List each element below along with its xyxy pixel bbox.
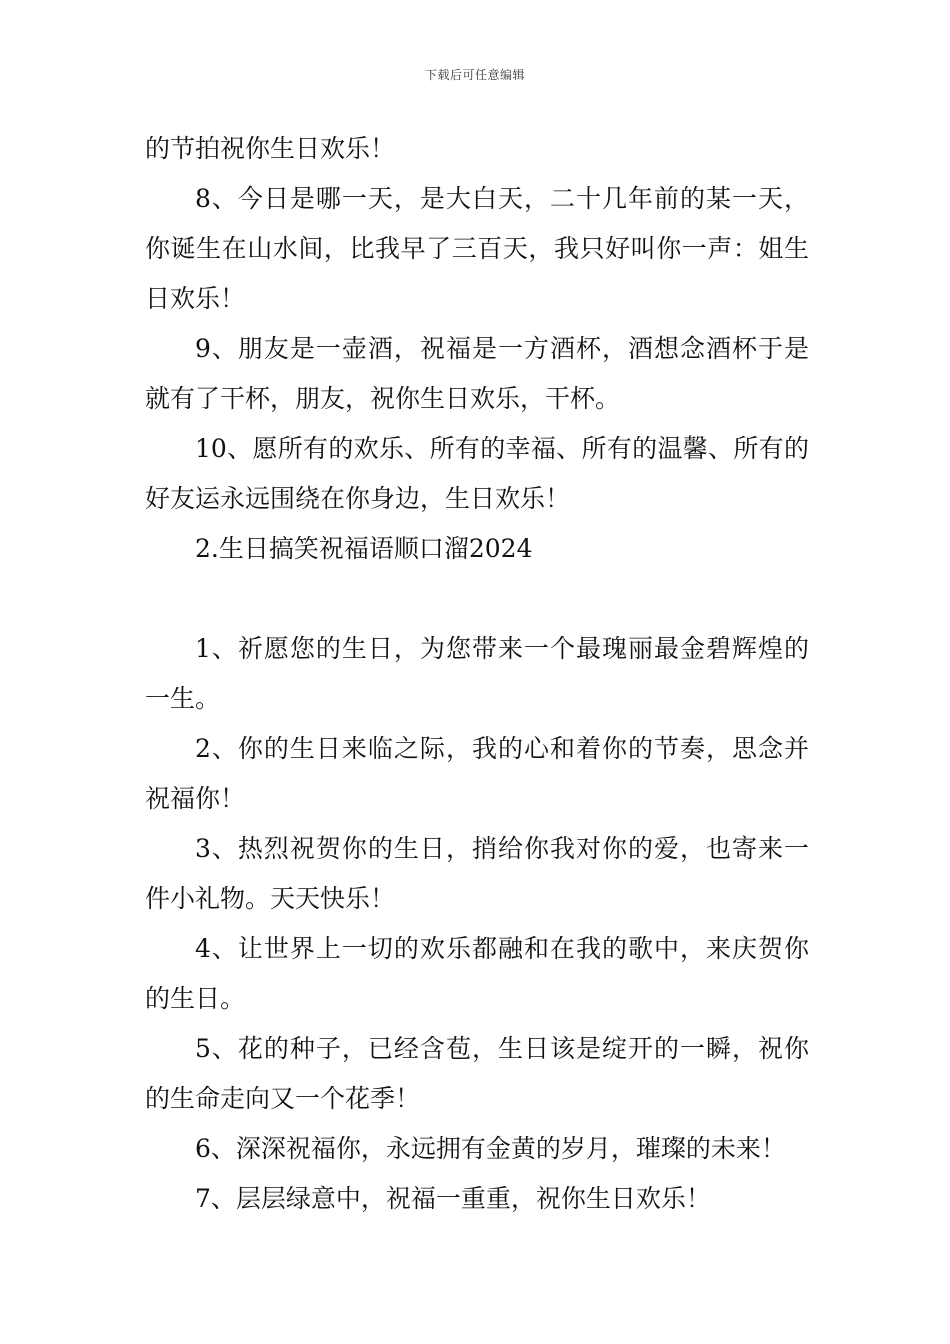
- page-header-note: 下载后可任意编辑: [424, 68, 525, 82]
- paragraph-item-3: 3、热烈祝贺你的生日，捎给你我对你的爱，也寄来一件小礼物。天天快乐！: [145, 834, 809, 913]
- paragraph-item-4: 4、让世界上一切的欢乐都融和在我的歌中，来庆贺你的生日。: [145, 934, 809, 1013]
- paragraph-item-8: 8、今日是哪一天，是大白天，二十几年前的某一天，你诞生在山水间，比我早了三百天，我只好叫你一声：姐生日欢乐！: [145, 184, 809, 313]
- document-body: [145, 124, 809, 1224]
- section-heading: 2.生日搞笑祝福语顺口溜2024: [195, 534, 533, 563]
- paragraph-item-1: 1、祈愿您的生日，为您带来一个最瑰丽最金碧辉煌的一生。: [145, 634, 809, 713]
- section-spacer: [145, 574, 809, 624]
- paragraph-continuation: 的节拍祝你生日欢乐！: [145, 134, 396, 163]
- paragraph-item-6: 6、深深祝福你，永远拥有金黄的岁月，璀璨的未来！: [195, 1134, 786, 1163]
- paragraph-item-5: 5、花的种子，已经含苞，生日该是绽开的一瞬，祝你的生命走向又一个花季！: [145, 1034, 809, 1113]
- paragraph-item-9: 9、朋友是一壶酒，祝福是一方酒杯，酒想念酒杯于是就有了干杯，朋友，祝你生日欢乐，干杯。: [145, 334, 809, 413]
- paragraph-item-7: 7、层层绿意中，祝福一重重，祝你生日欢乐！: [195, 1184, 711, 1213]
- paragraph-item-10: 10、愿所有的欢乐、所有的幸福、所有的温馨、所有的好友运永远围绕在你身边，生日欢乐！: [145, 434, 809, 513]
- paragraph-item-2: 2、你的生日来临之际，我的心和着你的节奏，思念并祝福你！: [145, 734, 809, 813]
